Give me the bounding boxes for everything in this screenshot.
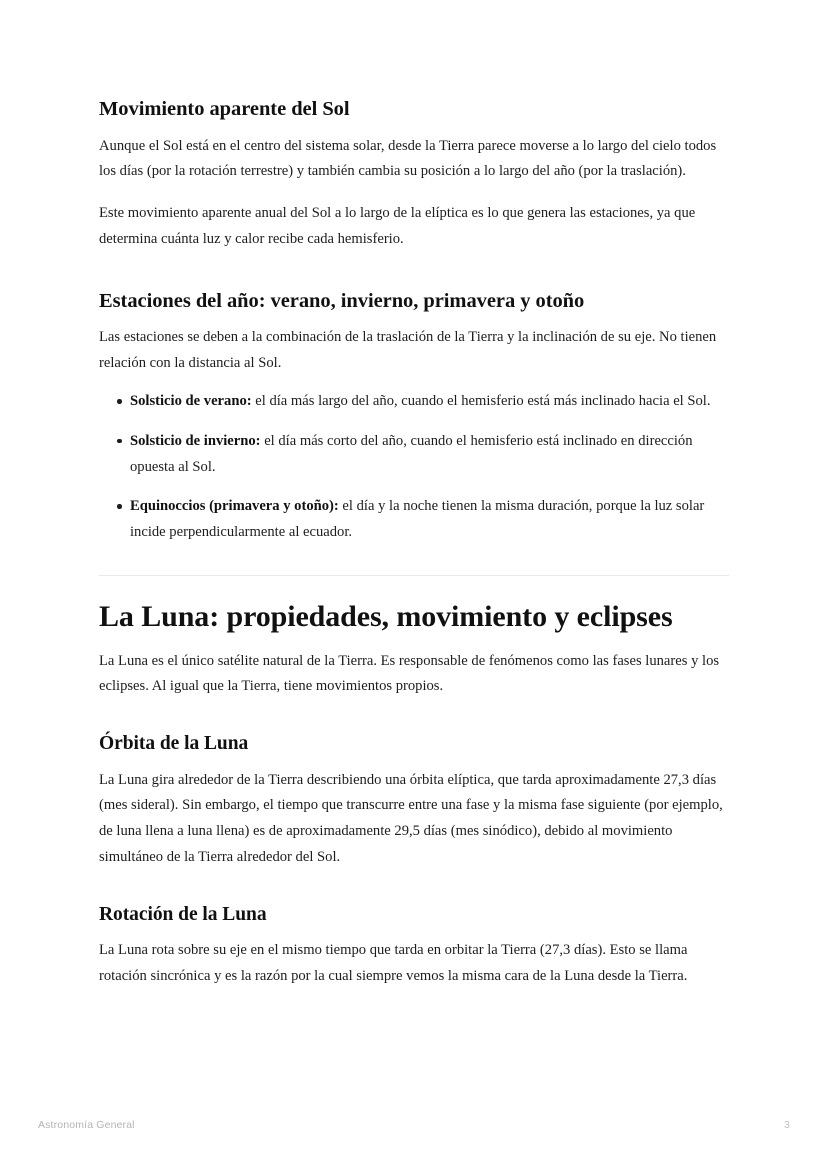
paragraph-spacer xyxy=(99,194,729,201)
footer-page-number: 3 xyxy=(784,1119,790,1131)
heading-movimiento-aparente-del-sol: Movimiento aparente del Sol xyxy=(99,98,350,120)
page-footer xyxy=(38,1116,790,1134)
bullet-point-icon xyxy=(117,504,122,509)
list-item-text: el día más largo del año, cuando el hemisferio está más inclinado hacia el Sol. xyxy=(251,393,711,410)
heading-orbita-de-la-luna: Órbita de la Luna xyxy=(99,733,249,755)
footer-document-title: Astronomía General xyxy=(38,1119,135,1131)
list-item-lead: Equinoccios (primavera y otoño): xyxy=(130,498,339,515)
paragraph-luna-1: La Luna es el único satélite natural de la Tierra. Es responsable de fenómenos como las fases lunares y los eclipses. Al igual que la Tierra, tiene movimientos propios. xyxy=(99,652,720,695)
list-item-lead: Solsticio de verano: xyxy=(130,393,252,410)
list-item-lead: Solsticio de invierno: xyxy=(130,432,261,449)
list-item xyxy=(99,389,729,415)
estaciones-bullet-list xyxy=(99,389,729,546)
list-item xyxy=(99,494,729,546)
paragraph-orbita-1: La Luna gira alrededor de la Tierra describiendo una órbita elíptica, que tarda aproximadamente 27,3 días (mes sideral). Sin embargo, el tiempo que transcurre entre una fase y la misma fase siguiente (por ejemplo, de luna llena a luna llena) es de aproximadamente 29,5 días (mes sinódico), debido al movimiento simultáneo de la Tierra alrededor del Sol. xyxy=(99,771,723,865)
heading-rotacion-de-la-luna: Rotación de la Luna xyxy=(99,903,267,925)
bullet-point-icon xyxy=(117,439,122,444)
paragraph-rotacion-1: La Luna rota sobre su eje en el mismo tiempo que tarda en orbitar la Tierra (27,3 días). Esto se llama rotación sincrónica y es la razón por la cual siempre vemos la misma cara de la Luna desde la Tierra. xyxy=(99,942,688,984)
bullet-point-icon xyxy=(117,399,122,404)
heading-estaciones-del-ano: Estaciones del año: verano, invierno, primavera y otoño xyxy=(99,289,585,312)
paragraph-sol-1: Aunque el Sol está en el centro del sistema solar, desde la Tierra parece moverse a lo largo del cielo todos los días (por la rotación terrestre) y también cambia su posición a lo largo del año (por la traslación). xyxy=(99,137,717,180)
section-spacer xyxy=(99,880,729,902)
heading-la-luna: La Luna: propiedades, movimiento y eclipses xyxy=(99,600,673,634)
section-spacer xyxy=(99,262,729,288)
document-body xyxy=(99,96,729,999)
list-item-text: el día y la noche tienen la misma duración, porque la luz solar incide perpendicularmente al ecuador. xyxy=(130,498,705,541)
list-item xyxy=(99,429,729,481)
section-spacer xyxy=(99,709,729,731)
paragraph-sol-2: Este movimiento aparente anual del Sol a lo largo de la elíptica es lo que genera las estaciones, ya que determina cuánta luz y calor recibe cada hemisferio. xyxy=(99,205,696,248)
paragraph-estaciones-1: Las estaciones se deben a la combinación de la traslación de la Tierra y la inclinación de su eje. No tienen relación con la distancia al Sol. xyxy=(99,329,717,372)
list-item-text: el día más corto del año, cuando el hemisferio está inclinado en dirección opuesta al Sol. xyxy=(130,432,693,475)
section-spacer xyxy=(99,576,729,599)
